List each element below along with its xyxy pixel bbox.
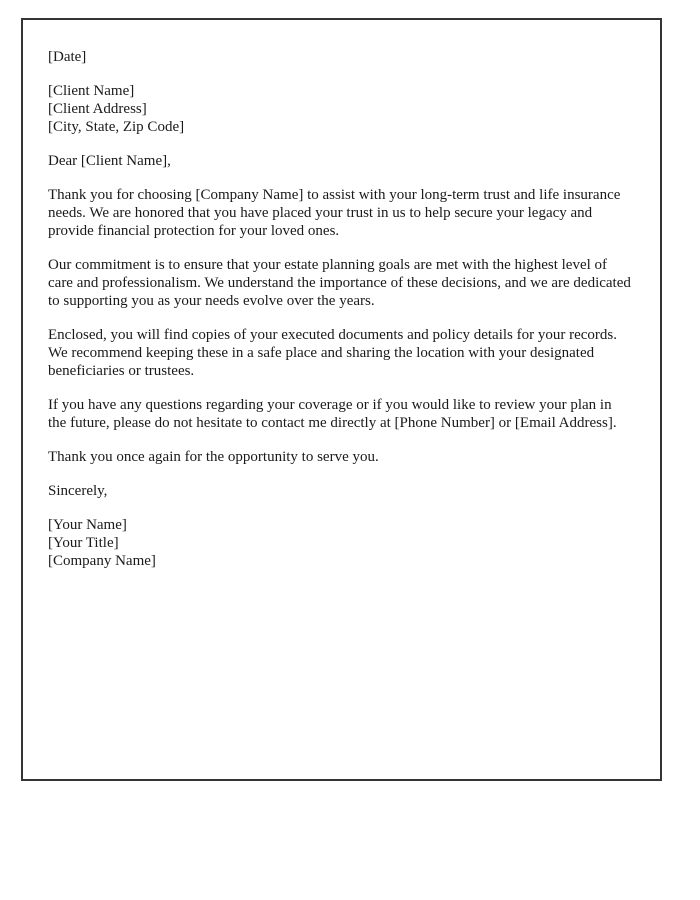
signature-name-line: [Your Name] [48,517,127,533]
signature-company-line: [Company Name] [48,553,156,569]
signature-block [48,516,633,570]
letter-page [21,18,662,781]
recipient-address-line: [Client Address] [48,101,147,117]
recipient-city-state-zip-line: [City, State, Zip Code] [48,119,185,135]
salutation [48,152,633,170]
letter-paragraph-4: If you have any questions regarding your coverage or if you would like to review your plan in the future, please do not hesitate to contact me directly at [Phone Number] or [Email Address]. [48,397,617,431]
letter-paragraph-2: Our commitment is to ensure that your estate planning goals are met with the highest level of care and professionalism. We understand the importance of these decisions, and we are dedicated to supporting you as your needs evolve over the years. [48,257,631,309]
closing [48,482,633,500]
letter-paragraph-5: Thank you once again for the opportunity to serve you. [48,449,379,465]
signature-title-line: [Your Title] [48,535,119,551]
salutation-line: Dear [Client Name], [48,153,171,169]
letter-paragraph-3: Enclosed, you will find copies of your executed documents and policy details for your records. We recommend keeping these in a safe place and sharing the location with your designated beneficiaries or trustees. [48,327,618,379]
letter-body [48,48,633,570]
recipient-name-line: [Client Name] [48,83,135,99]
date-placeholder: [Date] [48,49,87,65]
recipient-address-block [48,82,633,136]
closing-line: Sincerely, [48,483,108,499]
date-block [48,48,633,66]
letter-paragraph-1: Thank you for choosing [Company Name] to assist with your long-term trust and life insurance needs. We are honored that you have placed your trust in us to help secure your legacy and provide financial protection for your loved ones. [48,187,621,239]
